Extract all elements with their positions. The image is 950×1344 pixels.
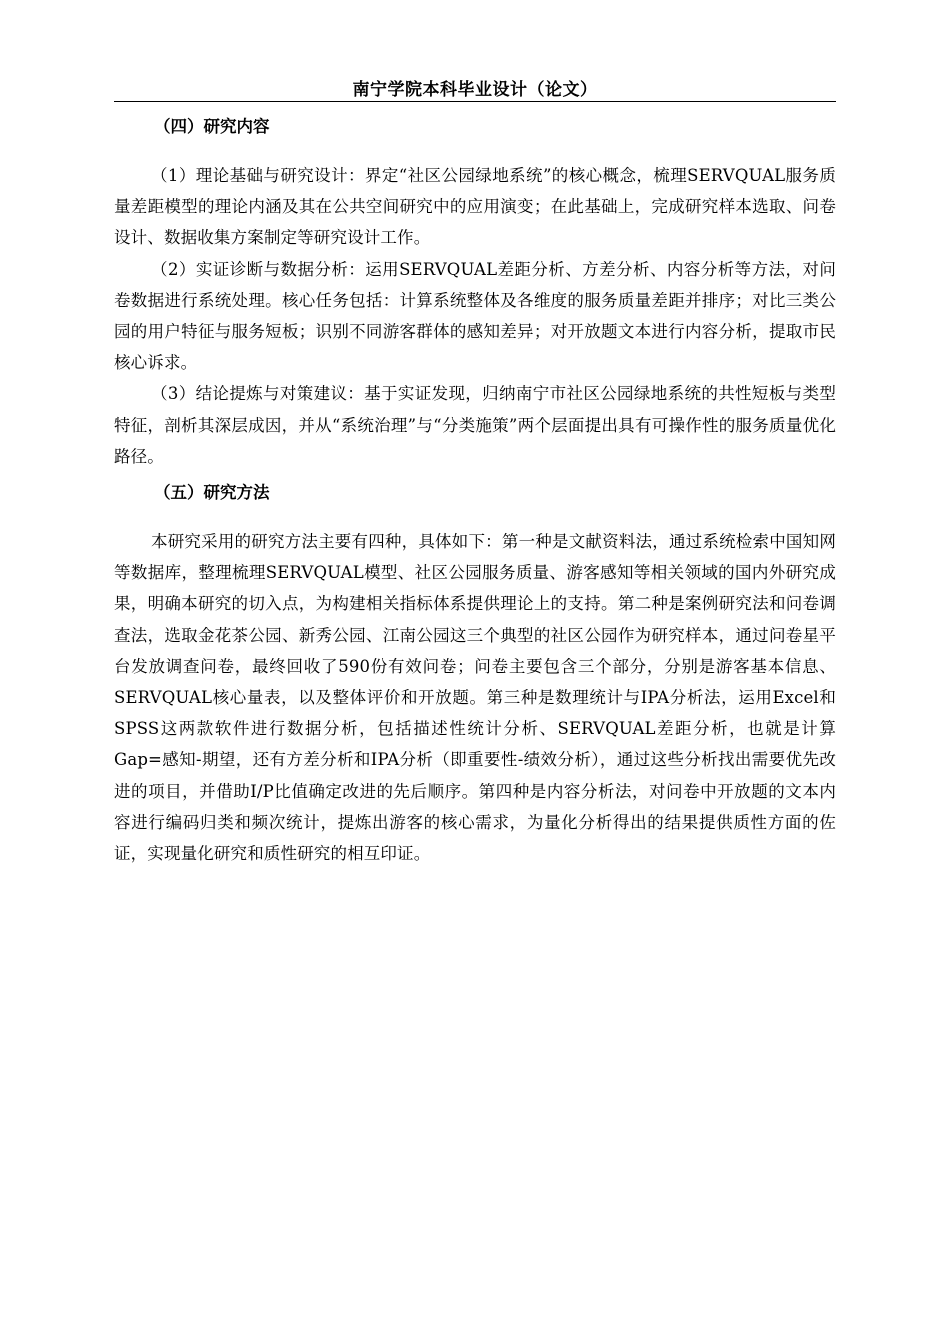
section-heading-research-content: （四）研究内容 xyxy=(154,117,270,136)
header-divider xyxy=(114,101,836,102)
section-heading-research-methods: （五）研究方法 xyxy=(154,483,270,503)
running-header: 南宁学院本科毕业设计（论文） xyxy=(352,80,598,100)
research-content-item-1: （1）理论基础与研究设计：界定“社区公园绿地系统”的核心概念，梳理SERVQUAL服务质量差距模型的理论内涵及其在公共空间研究中的应用演变；在此基础上，完成研究样本选取、问卷设计、数据收集方案制定等研究设计工作。 xyxy=(114,166,836,248)
research-methods-paragraph: 本研究采用的研究方法主要有四种，具体如下：第一种是文献资料法，通过系统检索中国知网等数据库，整理梳理SERVQUAL模型、社区公园服务质量、游客感知等相关领域的国内外研究成果，明确本研究的切入点，为构建相关指标体系提供理论上的支持。第二种是案例研究法和问卷调查法，选取金花茶公园、新秀公园、江南公园这三个典型的社区公园作为研究样本，通过问卷星平台发放调查问卷，最终回收了590份有效问卷；问卷主要包含三个部分，分别是游客基本信息、SERVQUAL核心量表，以及整体评价和开放题。第三种是数理统计与IPA分析法，运用Excel和SPSS这两款软件进行数据分析，包括描述性统计分析、SERVQUAL差距分析，也就是计算Gap=感知-期望，还有方差分析和IPA分析（即重要性-绩效分析），通过这些分析找出需要优先改进的项目，并借助I/P比值确定改进的先后顺序。第四种是内容分析法，对问卷中开放题的文本内容进行编码归类和频次统计，提炼出游客的核心需求，为量化分析得出的结果提供质性方面的佐证，实现量化研究和质性研究的相互印证。 xyxy=(114,532,836,864)
research-content-item-2: （2）实证诊断与数据分析：运用SERVQUAL差距分析、方差分析、内容分析等方法，对问卷数据进行系统处理。核心任务包括：计算系统整体及各维度的服务质量差距并排序；对比三类公园的用户特征与服务短板；识别不同游客群体的感知差异；对开放题文本进行内容分析，提取市民核心诉求。 xyxy=(114,259,836,373)
research-content-item-3: （3）结论提炼与对策建议：基于实证发现，归纳南宁市社区公园绿地系统的共性短板与类型特征，剖析其深层成因，并从“系统治理”与“分类施策”两个层面提出具有可操作性的服务质量优化路径。 xyxy=(114,384,836,466)
page-content xyxy=(114,110,836,869)
